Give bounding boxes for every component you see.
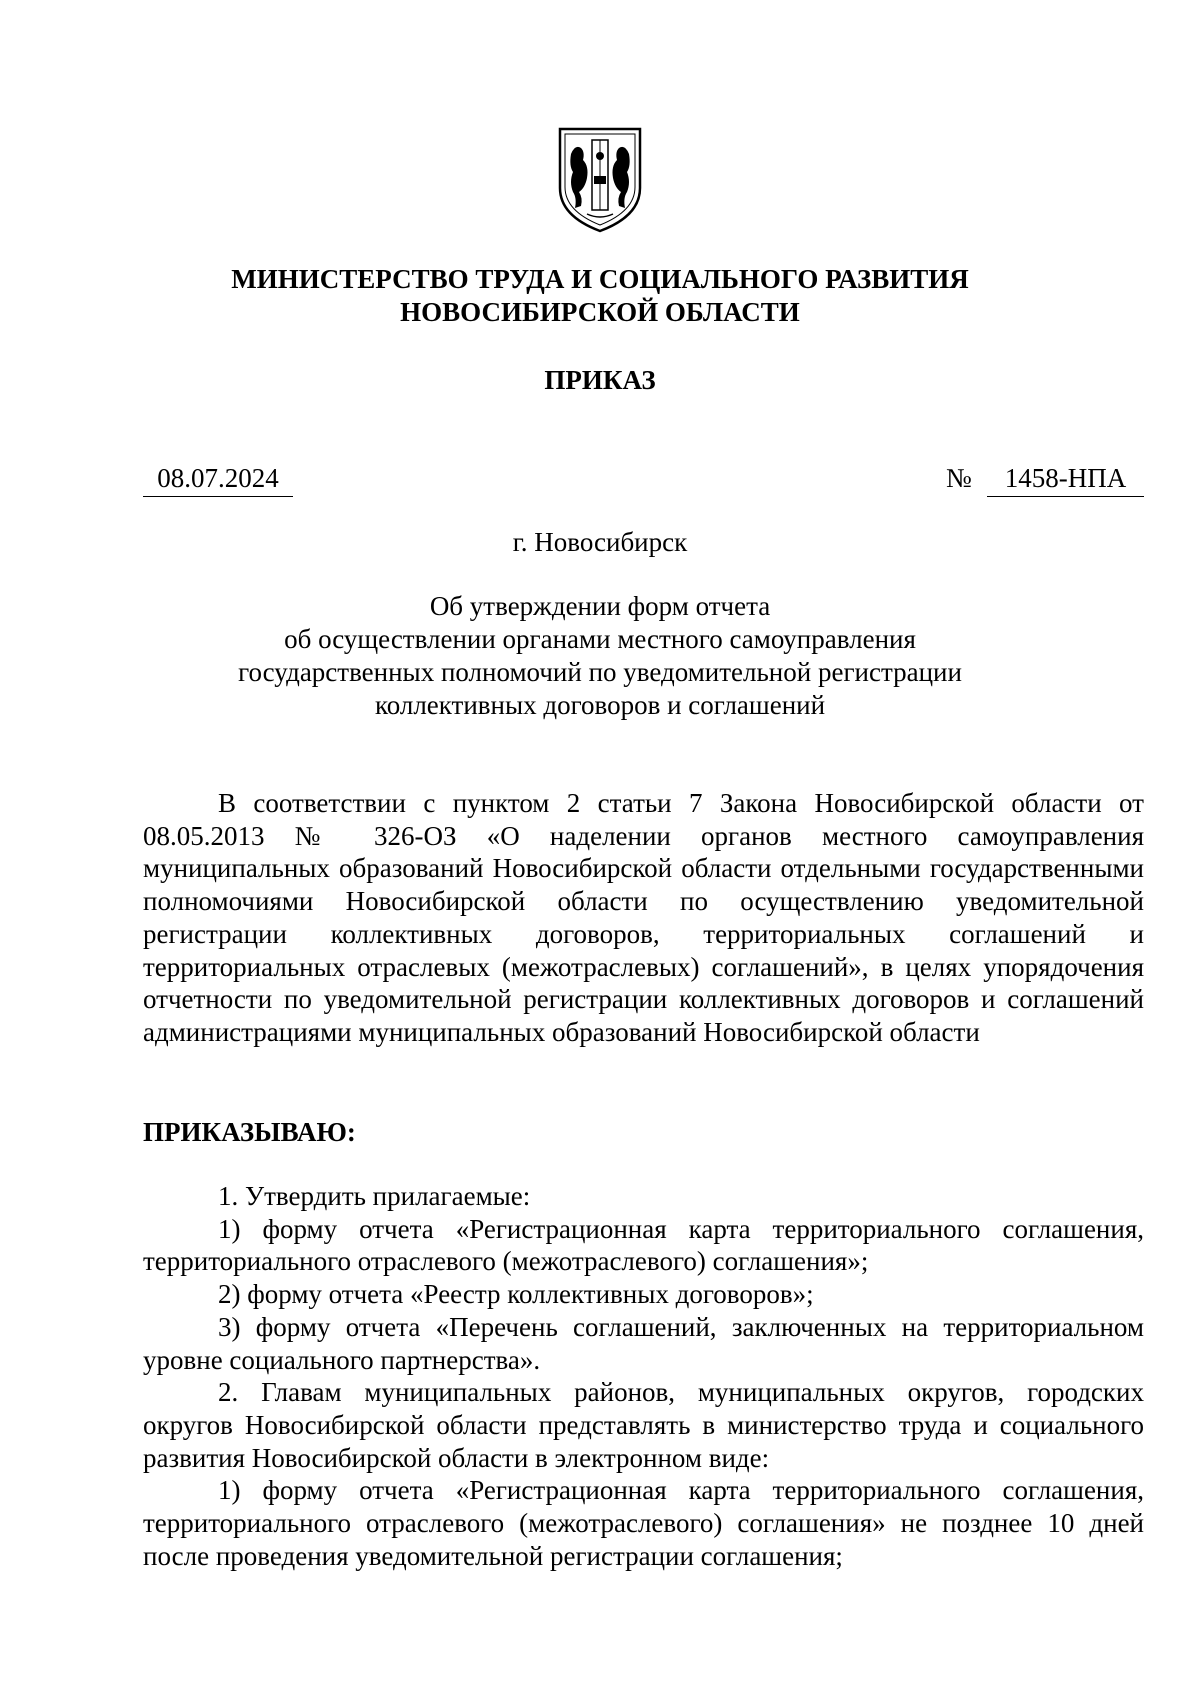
point-1-2: 2) форму отчета «Реестр коллективных договоров»; <box>218 1279 814 1310</box>
point-1-3: 3) форму отчета «Перечень соглашений, заключенных на территориальном уровне социального партнерства». <box>143 1311 1144 1375</box>
subject-line1: Об утверждении форм отчета <box>429 591 771 621</box>
subject-line4: коллективных договоров и соглашений <box>374 690 826 720</box>
point-1-1: 1) форму отчета «Регистрационная карта территориального соглашения, территориального отраслевого (межотраслевого) соглашения»; <box>143 1213 1144 1277</box>
order-points <box>143 1180 1144 1572</box>
subject-line3: государственных полномочий по уведомительной регистрации <box>238 657 962 687</box>
ministry-title-line2: НОВОСИБИРСКОЙ ОБЛАСТИ <box>400 297 800 327</box>
ministry-title <box>0 263 1200 329</box>
document-type: ПРИКАЗ <box>544 365 656 395</box>
document-date: 08.07.2024 <box>143 462 293 497</box>
subject-line2: об осуществлении органами местного самоуправления <box>284 624 916 654</box>
number-label: № <box>946 463 972 493</box>
document-number: 1458-НПА <box>987 462 1144 497</box>
point-1: 1. Утвердить прилагаемые: <box>218 1181 531 1211</box>
point-2: 2. Главам муниципальных районов, муниципальных округов, городских округов Новосибирской области представлять в министерство труда и социального развития Новосибирской области в электронном виде: <box>143 1377 1144 1473</box>
city: г. Новосибирск <box>512 527 688 557</box>
document-subject <box>0 590 1200 722</box>
coat-of-arms-icon <box>557 126 643 234</box>
order-word: ПРИКАЗЫВАЮ: <box>143 1117 356 1147</box>
preamble-paragraph: В соответствии с пунктом 2 статьи 7 Закона Новосибирской области от 08.05.2013 № 326-ОЗ «О наделении органов местного самоуправления муниципальных образований Новосибирской области отдельными государственными полномочиями Новосибирской области по осуществлению уведомительной регистрации коллективных договоров, территориальных соглашений и территориальных отраслевых (межотраслевых) соглашений», в целях упорядочения отчетности по уведомительной регистрации коллективных договоров и соглашений администрациями муниципальных образований Новосибирской области <box>143 788 1144 1047</box>
point-2-1: 1) форму отчета «Регистрационная карта территориального соглашения, территориального отраслевого (межотраслевого) соглашения» не позднее 10 дней после проведения уведомительной регистрации соглашения; <box>143 1475 1144 1571</box>
ministry-title-line1: МИНИСТЕРСТВО ТРУДА И СОЦИАЛЬНОГО РАЗВИТИЯ <box>231 264 969 294</box>
